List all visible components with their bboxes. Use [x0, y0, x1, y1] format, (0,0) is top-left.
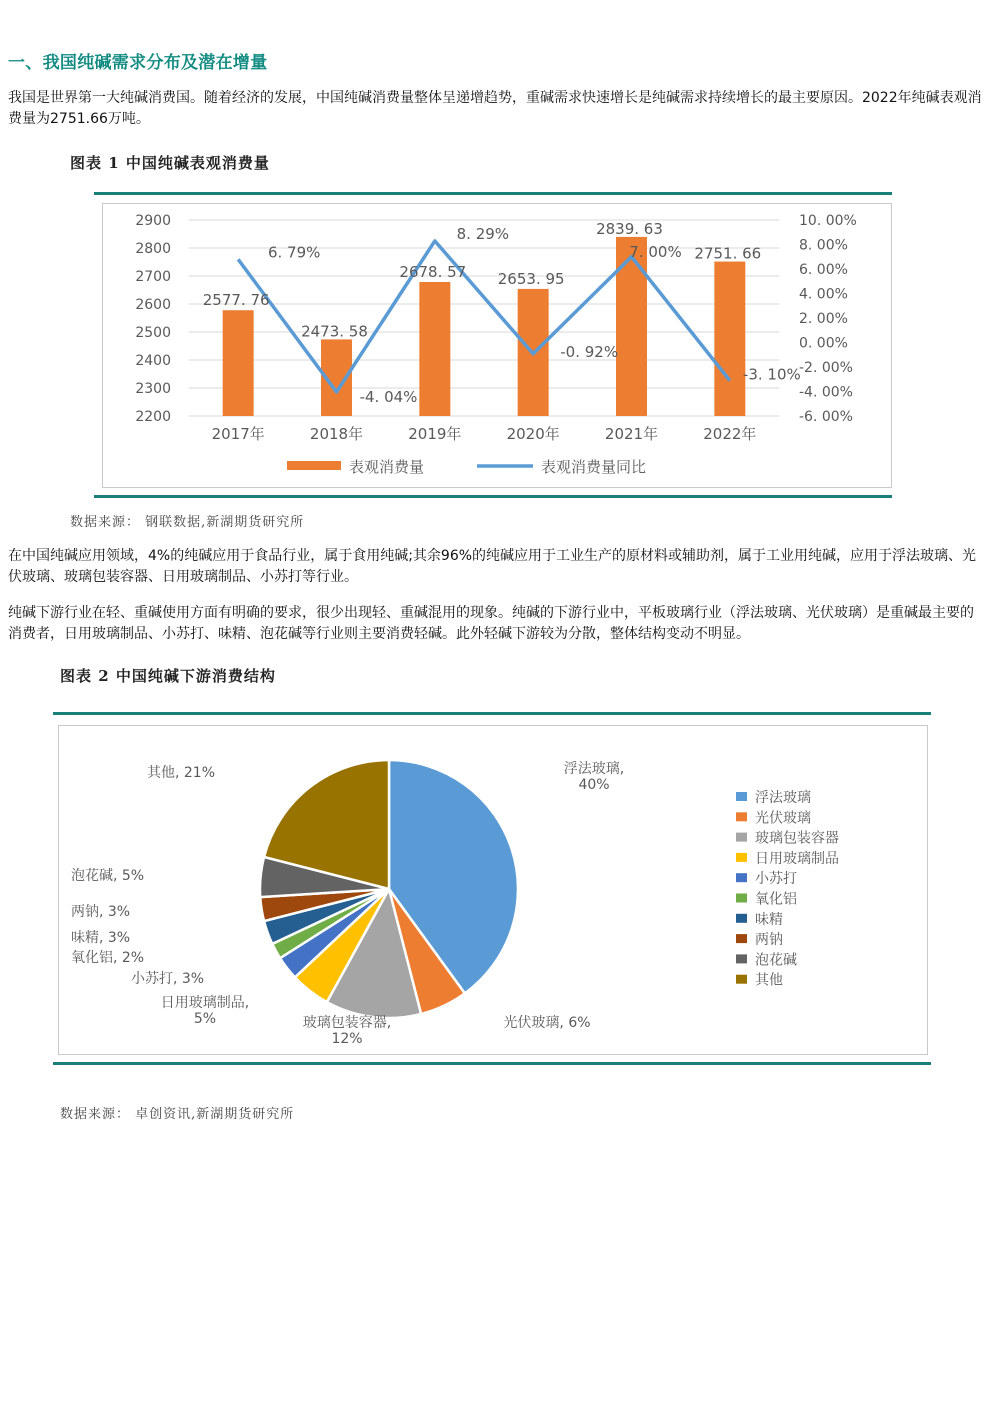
bar-consumption [223, 310, 254, 416]
y-tick-label: 2700 [135, 269, 171, 285]
bar-consumption [616, 237, 647, 416]
intro-paragraph: 我国是世界第一大纯碱消费国。随着经济的发展，中国纯碱消费量整体呈递增趋势，重碱需求快速增长是纯碱需求持续增长的最主要原因。2022年纯碱表观消费量为2751.66万吨。 [8, 90, 982, 127]
legend-swatch [736, 833, 747, 842]
legend-label: 日用玻璃制品 [755, 850, 839, 867]
pie-data-label-line: 其他, 21% [146, 765, 216, 781]
pie-data-label-line: 两钠, 3% [71, 904, 131, 920]
legend-label: 浮法玻璃 [755, 790, 811, 806]
x-tick-label: 2019年 [408, 425, 462, 443]
legend-swatch [736, 934, 747, 943]
legend-swatch [736, 914, 747, 923]
line-data-label: 8. 29% [456, 224, 510, 243]
legend-label: 光伏玻璃 [755, 810, 811, 827]
line-data-label: -0. 92% [560, 342, 619, 361]
bar-data-label: 2839. 63 [596, 219, 663, 238]
pie-data-label-line: 味精, 3% [71, 930, 131, 946]
legend-swatch [736, 954, 747, 963]
line-data-label: -4. 04% [359, 387, 418, 406]
y2-tick-label: -2. 00% [799, 360, 853, 376]
bar-data-label: 2577. 76 [202, 291, 270, 310]
pie-data-label-line: 泡花碱, 5% [71, 868, 145, 884]
bar-consumption [714, 262, 745, 416]
legend-label: 泡花碱 [755, 952, 797, 969]
legend-swatch [736, 894, 747, 903]
legend-swatch [736, 792, 747, 801]
y-tick-label: 2900 [135, 213, 171, 229]
x-tick-label: 2017年 [211, 425, 265, 443]
pie-data-label [303, 1014, 391, 1047]
pie-data-label-line: 40% [578, 777, 610, 793]
legend-label: 玻璃包装容器 [755, 830, 839, 847]
y-tick-label: 2300 [135, 381, 171, 397]
y-tick-label: 2500 [135, 325, 171, 341]
figure2-title: 图表 2 中国纯碱下游消费结构 [60, 667, 276, 685]
pie-data-label [71, 867, 144, 884]
consumption-chart [103, 204, 891, 487]
x-tick-label: 2022年 [703, 425, 757, 443]
y2-tick-label: 6. 00% [799, 262, 848, 278]
line-data-label: 6. 79% [267, 243, 321, 262]
bar-consumption [419, 282, 450, 416]
legend-label: 氧化铝 [755, 891, 797, 908]
pie-data-label [71, 929, 130, 946]
pie-data-label [131, 970, 204, 987]
downstream-pie-chart [59, 726, 927, 1054]
figure2-top-rule [53, 712, 931, 715]
legend-label-line: 表观消费量同比 [541, 458, 647, 476]
line-data-label: 7. 00% [629, 242, 682, 261]
legend-swatch [736, 853, 747, 862]
pie-data-label [564, 760, 624, 793]
pie-data-label-line: 12% [331, 1031, 363, 1047]
legend-swatch [736, 812, 747, 821]
bar-data-label: 2473. 58 [301, 322, 368, 341]
y2-tick-label: -4. 00% [799, 384, 853, 401]
bar-data-label: 2678. 57 [399, 263, 467, 282]
application-paragraph: 在中国纯碱应用领域，4%的纯碱应用于食品行业，属于食用纯碱;其余96%的纯碱应用于工业生产的原材料或辅助剂，属于工业用纯碱，应用于浮法玻璃、光伏玻璃、玻璃包装容器、日用玻璃制品、小苏打等行业。 [8, 548, 977, 585]
x-tick-label: 2018年 [309, 425, 364, 443]
y2-tick-label: 0. 00% [799, 335, 848, 352]
legend-swatch-bar [287, 461, 341, 470]
y2-tick-label: 8. 00% [799, 237, 848, 254]
pie-data-label [161, 994, 249, 1027]
pie-data-label [71, 950, 144, 966]
figure1-title: 图表 1 中国纯碱表观消费量 [70, 154, 270, 172]
figure1-top-rule [94, 192, 892, 195]
y2-tick-label: 10. 00% [799, 213, 857, 229]
downstream-paragraph: 纯碱下游行业在轻、重碱使用方面有明确的要求，很少出现轻、重碱混用的现象。纯碱的下游行业中，平板玻璃行业（浮法玻璃、光伏玻璃）是重碱最主要的消费者，日用玻璃制品、小苏打、味精、泡花碱等行业则主要消费轻碱。此外轻碱下游较为分散，整体结构变动不明显。 [8, 605, 974, 642]
legend-label: 其他 [755, 972, 783, 989]
bar-data-label: 2751. 66 [694, 244, 762, 263]
pie-data-label-line: 浮法玻璃, [563, 761, 625, 777]
legend-swatch [736, 975, 747, 984]
figure2-chart-frame [58, 725, 928, 1055]
x-tick-label: 2021年 [604, 425, 659, 443]
y2-tick-label: 2. 00% [799, 311, 848, 327]
line-data-label: -3. 10% [742, 365, 801, 384]
pie-data-label [71, 903, 130, 920]
pie-data-label-line: 氧化铝, 2% [71, 950, 145, 966]
section-heading: 一、我国纯碱需求分布及潜在增量 [8, 53, 268, 73]
pie-data-label-line: 小苏打, 3% [131, 971, 205, 987]
legend-label: 味精 [755, 911, 783, 928]
legend-label: 两钠 [755, 932, 783, 949]
y-tick-label: 2600 [135, 297, 171, 313]
figure2-bottom-rule [53, 1062, 931, 1065]
line-yoy [238, 241, 730, 392]
y-tick-label: 2800 [135, 241, 171, 257]
pie-data-label [503, 1014, 590, 1031]
pie-data-label-line: 玻璃包装容器, [302, 1015, 392, 1031]
x-tick-label: 2020年 [506, 425, 560, 443]
pie-data-label [147, 765, 215, 781]
figure1-source: 数据来源： 钢联数据,新湖期货研究所 [70, 515, 305, 530]
bar-data-label: 2653. 95 [497, 269, 565, 288]
pie-data-label-line: 5% [193, 1011, 217, 1027]
legend-label: 小苏打 [755, 871, 797, 888]
y-tick-label: 2400 [135, 353, 171, 369]
y2-tick-label: -6. 00% [799, 409, 853, 425]
pie-data-label-line: 光伏玻璃, 6% [503, 1015, 591, 1031]
legend-label-bar: 表观消费量 [349, 458, 425, 476]
figure1-chart-frame [102, 203, 892, 488]
legend-swatch [736, 873, 747, 882]
pie-data-label-line: 日用玻璃制品, [160, 995, 250, 1011]
figure1-bottom-rule [94, 495, 892, 498]
figure2-source: 数据来源： 卓创资讯,新湖期货研究所 [60, 1107, 295, 1122]
y-tick-label: 2200 [135, 409, 171, 425]
y2-tick-label: 4. 00% [799, 286, 848, 303]
